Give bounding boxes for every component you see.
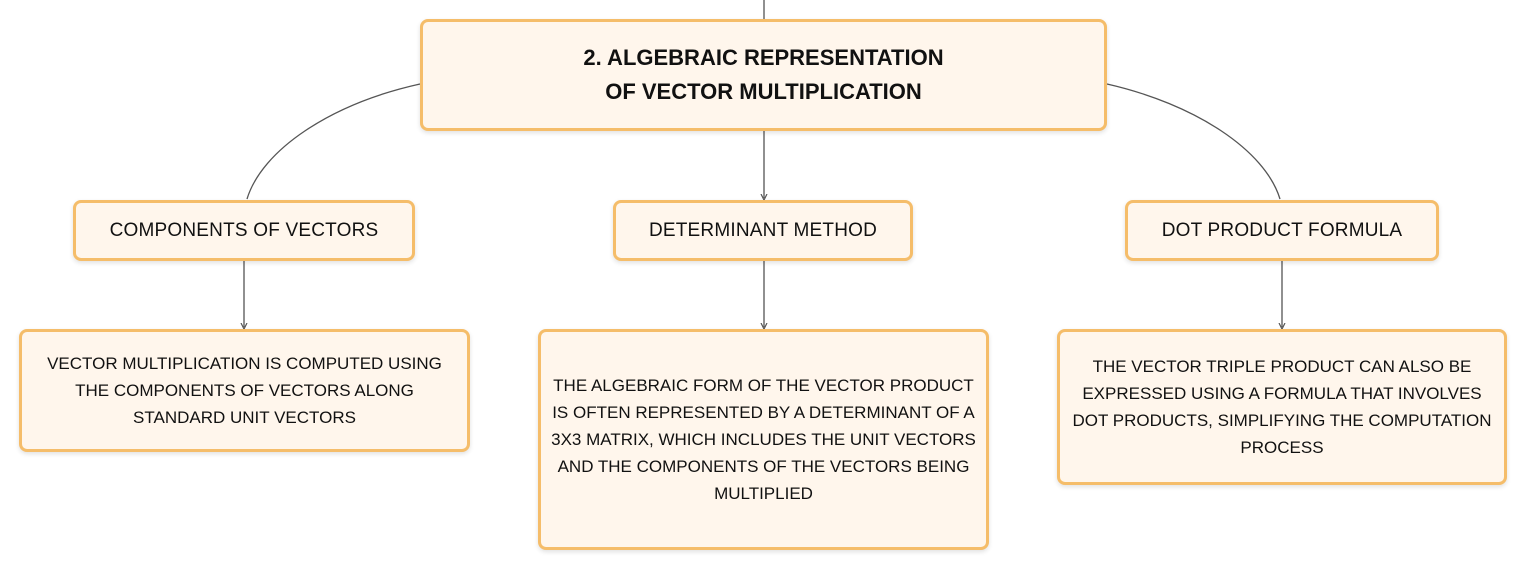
detail-node-components-of-vectors[interactable] bbox=[19, 329, 470, 452]
detail-text: THE ALGEBRAIC FORM OF THE VECTOR PRODUCT IS OFTEN REPRESENTED BY A DETERMINANT OF A 3X3 MATRIX, WHICH INCLUDES THE UNIT VECTORS AND THE COMPONENTS OF THE VECTORS BEING MULTIPLIED bbox=[551, 376, 976, 503]
detail-node-determinant-method[interactable] bbox=[538, 329, 989, 550]
topic-node-determinant-method[interactable] bbox=[613, 200, 913, 261]
topic-label: COMPONENTS OF VECTORS bbox=[109, 219, 379, 241]
root-topic-node[interactable] bbox=[420, 19, 1107, 131]
root-topic-text: 2. ALGEBRAIC REPRESENTATION OF VECTOR MULTIPLICATION bbox=[583, 45, 944, 104]
detail-node-dot-product-formula[interactable] bbox=[1057, 329, 1507, 485]
connector-root-to-dot bbox=[1107, 84, 1280, 199]
topic-label: DOT PRODUCT FORMULA bbox=[1161, 219, 1403, 241]
topic-node-dot-product-formula[interactable] bbox=[1125, 200, 1439, 261]
detail-text: THE VECTOR TRIPLE PRODUCT CAN ALSO BE EXPRESSED USING A FORMULA THAT INVOLVES DOT PRODUCTS, SIMPLIFYING THE COMPUTATION PROCESS bbox=[1072, 357, 1492, 457]
connector-root-to-components bbox=[247, 84, 420, 199]
topic-label: DETERMINANT METHOD bbox=[648, 219, 878, 241]
detail-text: VECTOR MULTIPLICATION IS COMPUTED USING THE COMPONENTS OF VECTORS ALONG STANDARD UNIT VECTORS bbox=[47, 354, 442, 427]
topic-node-components-of-vectors[interactable] bbox=[73, 200, 415, 261]
